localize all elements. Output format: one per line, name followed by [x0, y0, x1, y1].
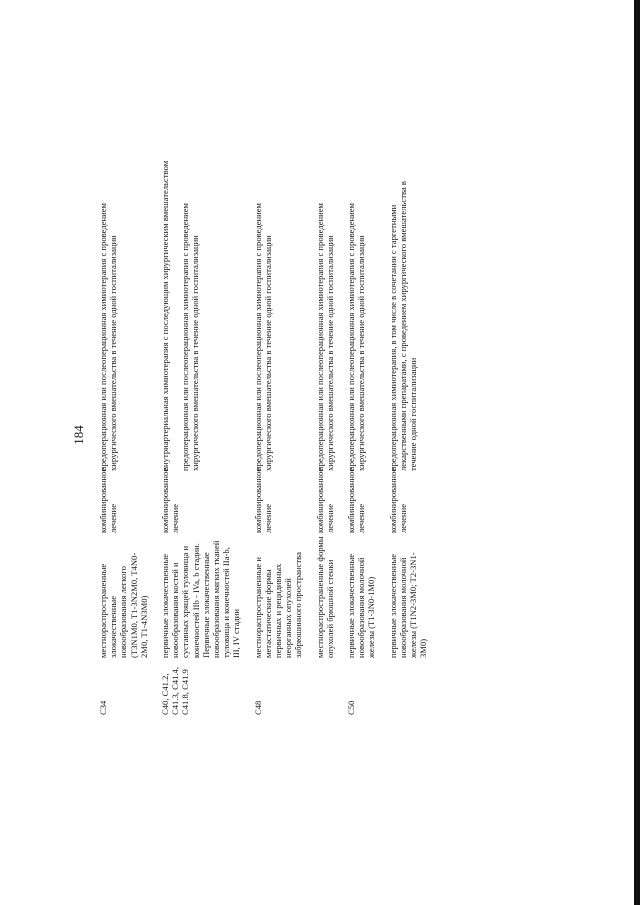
method-cell [335, 155, 377, 471]
treatment-type-cell: комбинированное лечение [387, 467, 408, 533]
diagnosis-cell: первичные злокачественные новообразования молочной железы (T1N2-3M0; T2-3N1-3M0) [387, 552, 429, 658]
method-cell [149, 155, 242, 471]
treatment-type-cell: комбинированное лечение [98, 467, 119, 533]
diagnosis-cell: местнораспространенные формы опухолей брюшной стенки [314, 536, 335, 658]
rotated-page [72, 155, 550, 715]
table-row [98, 155, 149, 715]
code-cell: C40, C41.2, C41.3, C41.4, C41.8, C41.9 [160, 667, 191, 715]
table-row [377, 155, 429, 715]
code-cell: C48 [252, 700, 263, 715]
diagnosis-cell: местнораспространенные злокачественные новообразования легкого (T3N1M0, T1-3N2M0, T4N0-2M0, T1-4N3M0) [98, 552, 149, 658]
table-row [335, 155, 377, 715]
diagnosis-cell: первичные злокачественные новообразования костей и суставных хрящей туловища и конечностей IIb - IVa, b стадии. Первичные злокачественные новообразования мягких тканей туловища и конечностей IIa-b, III, IV стадии [160, 540, 242, 658]
table-row [304, 155, 335, 715]
method-cell [377, 155, 429, 471]
treatment-type-cell: комбинированное лечение [346, 467, 367, 533]
code-cell: C50 [346, 700, 357, 715]
code-cell [377, 658, 429, 715]
treatment-type-cell: комбинированное лечение [314, 467, 335, 533]
treatment-type-cell: комбинированное лечение [252, 467, 273, 533]
method-text: предоперационная или послеоперационная химиотерапия с проведением хирургического вмешательства в течение одной госпитализации [252, 203, 273, 471]
treatment-type-cell: комбинированное лечение [160, 467, 181, 533]
code-cell: C34 [98, 700, 108, 715]
treatment-table [98, 155, 428, 715]
page-number: 184 [71, 425, 86, 445]
diagnosis-cell: местнораспространенные и метастатические формы первичных и рецидивных неорганных опухолей забрюшинного пространства [252, 552, 304, 658]
table-row [149, 155, 242, 715]
diagnosis-cell: первичные злокачественные новообразования молочной железы (T1-3N0-1M0) [346, 553, 377, 658]
table-row [242, 155, 304, 715]
method-text: предоперационная химиотерапия, в том числе в сочетании с таргетными лекарственными препаратами, с проведением хирургического вмешательства в течение одной госпитализации [387, 181, 419, 471]
method-text: предоперационная или послеоперационная химиотерапия с проведением хирургического вмешательства в течение одной госпитализации [314, 203, 335, 471]
method-cell [304, 155, 335, 471]
code-cell [304, 658, 335, 715]
page-edge [634, 0, 640, 905]
method-text: внутриартериальная химиотерапия с последующим хирургическим вмешательством [160, 160, 171, 471]
method-cell [242, 155, 304, 471]
method-text: предоперационная или послеоперационная химиотерапия с проведением хирургического вмешательства в течение одной госпитализации [180, 203, 201, 471]
method-text: предоперационная или послеоперационная химиотерапия с проведением хирургического вмешательства в течение одной госпитализации [98, 203, 119, 471]
method-cell [98, 155, 149, 471]
method-text: предоперационная или послеоперационная химиотерапия с проведением хирургического вмешательства в течение одной госпитализации [346, 203, 367, 471]
